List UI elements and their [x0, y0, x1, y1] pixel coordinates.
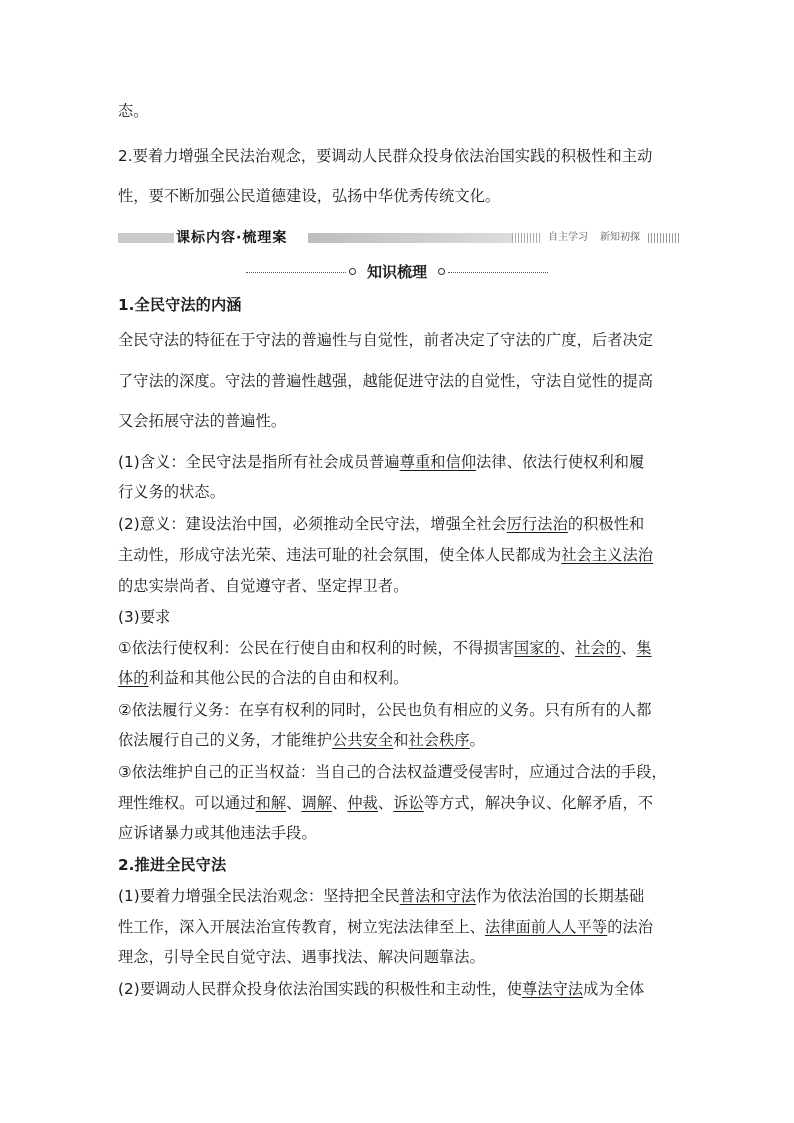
text-run: 依法履行自己的义务，才能维护 — [118, 731, 333, 749]
advance-point-1-line — [118, 916, 678, 937]
requirement-2-line — [118, 729, 678, 750]
paragraph-line: 了守法的深度。守法的普遍性越强，越能促进守法的自觉性，守法自觉性的提高 — [118, 372, 654, 390]
text-run: 、 — [332, 794, 348, 812]
blank-answer: 集 — [636, 639, 652, 657]
requirement-3-line: ③依法维护自己的正当权益：当自己的合法权益遭受侵害时，应通过合法的手段， — [118, 763, 667, 781]
blank-answer: 尊法守法 — [522, 980, 584, 998]
text-run: 法律、依法行使权利和履 — [476, 453, 645, 471]
knowledge-heading — [246, 262, 548, 282]
text-run: 的法治 — [607, 918, 654, 936]
knowledge-heading-title: 知识梳理 — [366, 263, 427, 281]
blank-answer: 社会秩序 — [408, 731, 470, 749]
header-bar-left-block — [118, 233, 174, 243]
section-header-bar — [118, 229, 680, 247]
significance-line — [118, 513, 678, 534]
text-run: 、 — [559, 639, 576, 657]
text-run: 利益和其他公民的合法的自由和权利。 — [148, 669, 409, 687]
text-run: (1)要着力增强全民法治观念：坚持把全民 — [118, 887, 400, 905]
header-bar-dots — [512, 233, 542, 243]
paragraph-line: 又会拓展守法的普遍性。 — [118, 412, 287, 430]
blank-answer: 普法和守法 — [399, 887, 477, 905]
requirement-1-line — [118, 637, 678, 658]
requirement-3-line: 应诉诸暴力或其他违法手段。 — [118, 824, 317, 842]
text-run: 、 — [620, 639, 637, 657]
text-run: 、 — [377, 794, 394, 812]
text-run: (2)意义：建设法治中国，必须推动全民守法，增强全社会 — [118, 515, 507, 533]
significance-line: 的忠实崇尚者、自觉遵守者、坚定捍卫者。 — [118, 577, 409, 595]
text-run: (2)要调动人民群众投身依法治国实践的积极性和主动性，使 — [118, 980, 523, 998]
text-run: 作为依法治国的长期基础 — [476, 887, 645, 905]
text-run: 成为全体 — [583, 980, 645, 998]
text-run: (1)含义：全民守法是指所有社会成员普遍 — [118, 453, 400, 471]
requirements-title: (3)要求 — [118, 608, 171, 626]
blank-answer: 社会的 — [575, 639, 621, 657]
header-bar-stripes — [648, 233, 680, 243]
text-run: 。 — [469, 731, 485, 749]
intro-line-1: 2.要着力增强全民法治观念，要调动人民群众投身依法治国实践的积极性和主动 — [118, 147, 653, 165]
heading-right-circle-icon — [438, 268, 445, 275]
section-header-tags — [548, 230, 640, 246]
requirement-2-line: ②依法履行义务：在享有权利的同时，公民也负有相应的义务。只有所有的人都 — [118, 701, 652, 719]
blank-answer: 法律面前人人平等 — [484, 918, 608, 936]
header-tag-new-knowledge: 新知初探 — [600, 232, 640, 243]
header-bar-gradient — [308, 233, 538, 243]
intro-line-0: 态。 — [118, 102, 149, 120]
heading-right-dotted-line — [448, 272, 548, 273]
advance-point-1-line — [118, 885, 678, 906]
heading-left-dotted-line — [246, 272, 346, 273]
requirement-3-line — [118, 792, 678, 813]
blank-answer: 体的 — [118, 669, 149, 687]
advance-point-1-line: 理念，引导全民自觉守法、遇事找法、解决问题靠法。 — [118, 948, 485, 966]
blank-answer: 仲裁 — [347, 794, 378, 812]
heading-left-circle-icon — [349, 268, 356, 275]
blank-answer: 诉讼 — [393, 794, 424, 812]
blank-answer: 尊重和信仰 — [399, 453, 477, 471]
text-run: 理性维权。可以通过 — [118, 794, 256, 812]
intro-line-2: 性，要不断加强公民道德建设，弘扬中华优秀传统文化。 — [118, 187, 501, 205]
blank-answer: 国家的 — [513, 639, 560, 657]
blank-answer: 调解 — [301, 794, 333, 812]
text-run: ①依法行使权利：公民在行使自由和权利的时候，不得损害 — [118, 639, 514, 657]
advance-point-2-line — [118, 978, 678, 999]
definition-line — [118, 451, 678, 472]
section-header-title: 课标内容·梳理案 — [176, 230, 288, 246]
blank-answer: 公共安全 — [332, 731, 394, 749]
blank-answer: 厉行法治 — [506, 515, 568, 533]
definition-line: 行义务的状态。 — [118, 483, 226, 501]
requirement-1-line — [118, 667, 678, 688]
text-run: 、 — [286, 794, 302, 812]
section-2-title: 2.推进全民守法 — [118, 856, 227, 874]
text-run: 主动性，形成守法光荣、违法可耻的社会氛围，使全体人民都成为 — [118, 546, 562, 564]
header-tag-self-study: 自主学习 — [548, 232, 588, 243]
text-run: 等方式，解决争议、化解矛盾，不 — [423, 794, 654, 812]
significance-line — [118, 544, 678, 565]
paragraph-line: 全民守法的特征在于守法的普遍性与自觉性，前者决定了守法的广度，后者决定 — [118, 331, 654, 349]
blank-answer: 社会主义法治 — [561, 546, 654, 564]
text-run: 的积极性和 — [567, 515, 645, 533]
text-run: 性工作，深入开展法治宣传教育，树立宪法法律至上、 — [118, 918, 485, 936]
section-1-title: 1.全民守法的内涵 — [118, 296, 242, 314]
text-run: 和 — [393, 731, 409, 749]
blank-answer: 和解 — [255, 794, 287, 812]
